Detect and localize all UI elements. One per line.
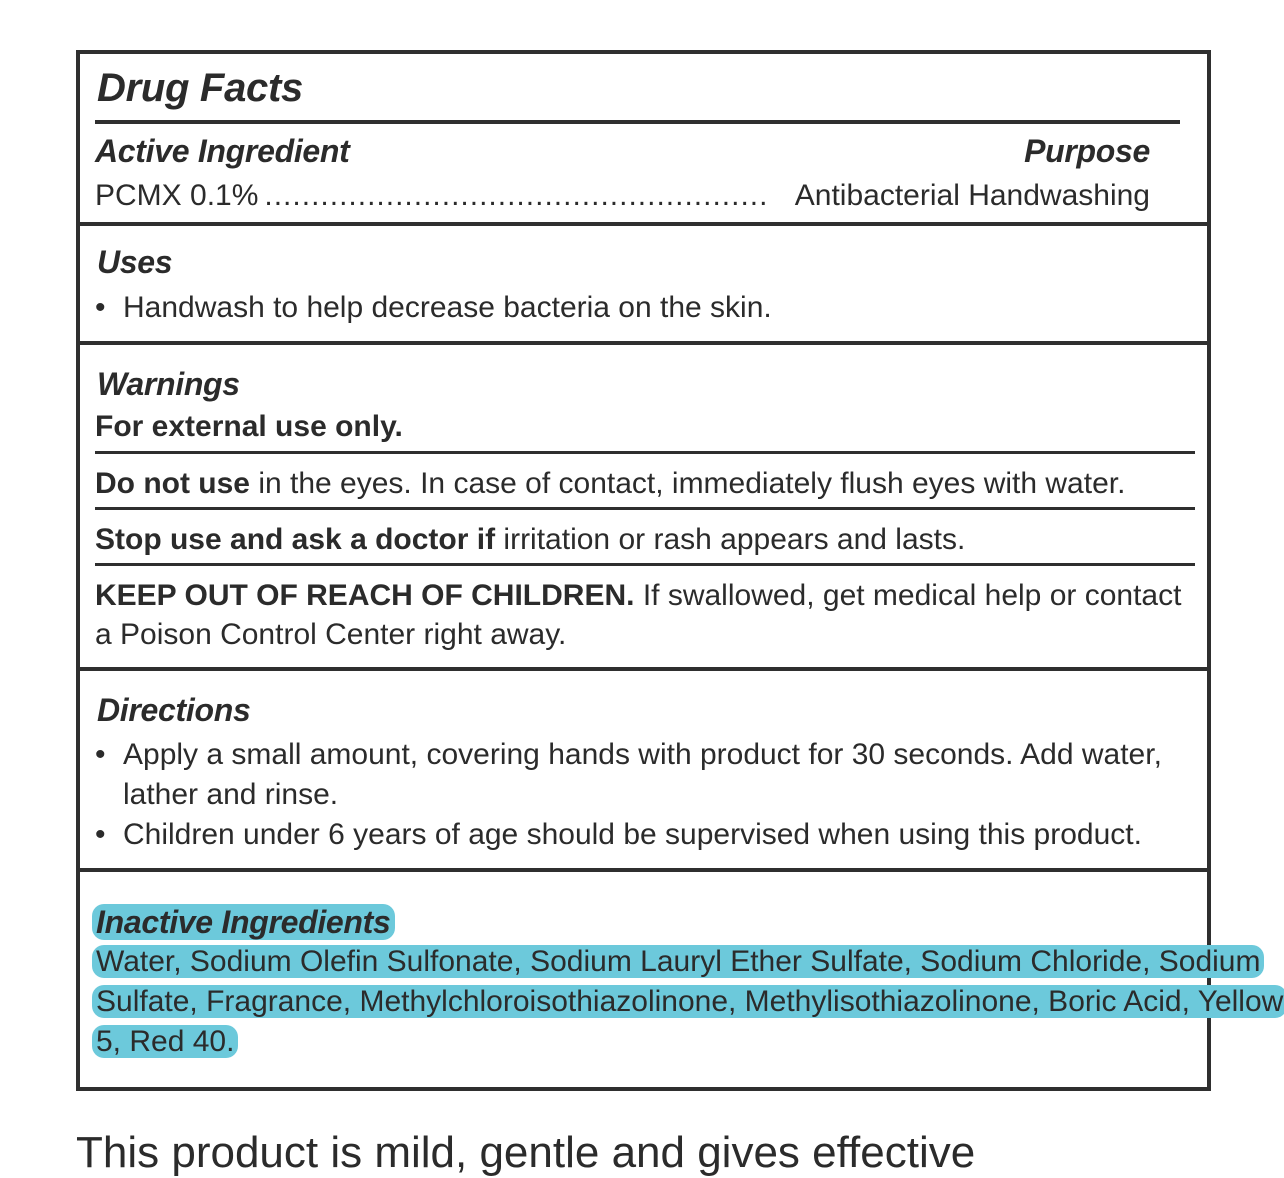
uses-item-text: Handwash to help decrease bacteria on the skin. [123,291,772,324]
stop-use-bold: Stop use and ask a doctor if [95,523,496,556]
title-rule [95,120,1180,124]
inactive-ingredients-line-3: 5, Red 40. [92,1025,238,1058]
stop-use-text: irritation or rash appears and lasts. [495,523,966,556]
bullet-icon: • [95,818,106,851]
inactive-ingredients-block [92,902,1284,1062]
bullet-icon: • [95,738,106,771]
leader-dots: ...................................................... [264,179,769,212]
active-ingredient-row [95,176,1150,216]
uses-header: Uses [97,244,173,280]
stop-use-line [95,520,965,560]
bullet-icon: • [95,291,106,324]
do-not-use-line [95,464,1125,504]
inactive-ingredients-header: Inactive Ingredients [92,904,395,940]
section-divider-uses [80,341,1207,345]
directions-item-2 [95,815,1205,855]
drug-facts-title: Drug Facts [97,66,303,110]
active-ingredient-header: Active Ingredient [95,133,350,169]
keep-out-text: If swallowed, get medical help or contact [634,579,1182,612]
drug-facts-panel [76,50,1284,1091]
directions-item-1 [95,735,1205,815]
inactive-ingredients-line-2: Sulfate, Fragrance, Methylchloroisothiazolinone, Methylisothiazolinone, Boric Acid, Yellow [92,985,1284,1018]
warnings-rule-2 [95,507,1195,510]
section-divider-active [80,222,1207,226]
keep-out-line-2: a Poison Control Center right away. [95,618,567,651]
footer-partial-text: This product is mild, gentle and gives effective [76,1128,976,1177]
section-divider-directions [80,868,1207,872]
directions-item-1-line-2: lather and rinse. [123,778,339,811]
purpose-value: Antibacterial Handwashing [794,179,1150,212]
directions-item-1-line-1: Apply a small amount, covering hands with product for 30 seconds. Add water, [123,738,1162,771]
keep-out-bold: KEEP OUT OF REACH OF CHILDREN. [95,579,635,612]
purpose-header: Purpose [1024,133,1150,169]
inactive-ingredients-line-1: Water, Sodium Olefin Sulfonate, Sodium Lauryl Ether Sulfate, Sodium Chloride, Sodium [92,945,1264,978]
active-purpose-header-row [95,131,1150,171]
keep-out-line-1 [95,576,1181,616]
external-use-text: For external use only. [95,410,403,443]
active-ingredient-value: PCMX 0.1% [95,179,259,212]
directions-item-1-text [123,735,1162,815]
do-not-use-text: in the eyes. In case of contact, immediately flush eyes with water. [250,467,1126,500]
section-divider-warnings [80,667,1207,671]
warnings-rule-3 [95,563,1195,566]
do-not-use-bold: Do not use [95,467,250,500]
directions-item-2-text: Children under 6 years of age should be supervised when using this product. [123,818,1142,851]
warnings-rule-1 [95,451,1195,454]
directions-header: Directions [97,692,251,728]
uses-item [95,288,1205,328]
warnings-header: Warnings [97,366,240,402]
